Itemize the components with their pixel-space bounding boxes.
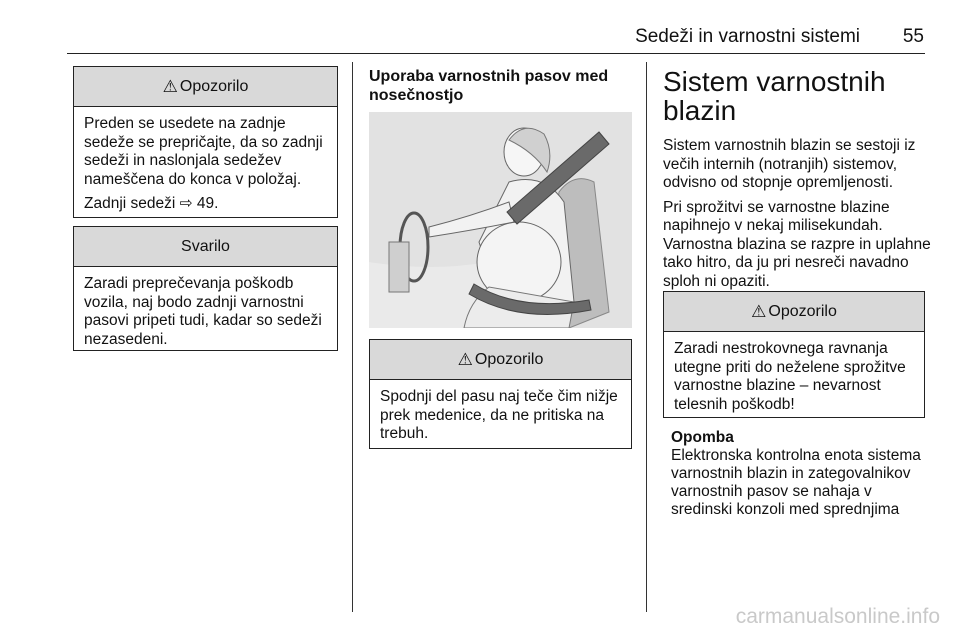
body-paragraph: Pri sprožitvi se varnostne blazine napihnejo v nekaj milisekundah. Varnostna blazina se razpre in uplahne tako hitro, da ju pri nesreči navadno sploh ni opaziti.	[663, 198, 931, 290]
pregnant-seatbelt-illustration	[369, 112, 632, 328]
note	[671, 429, 933, 519]
warning-reference: Zadnji sedeži ⇨ 49.	[84, 195, 219, 212]
caution-text: Zaradi preprečevanja poškodb vozila, naj bodo zadnji varnostni pasovi pripeti tudi, kadar so sedeži nezasedeni.	[84, 275, 322, 348]
body-paragraph: Sistem varnostnih blazin se sestoji iz večih internih (notranjih) sistemov, odvisno od stopnje opremljenosti.	[663, 137, 916, 191]
warning-triangle-icon: ⚠	[457, 349, 473, 369]
column-divider	[352, 62, 353, 612]
warning-box	[663, 291, 925, 418]
section-heading: Uporaba varnostnih pasov med nosečnostjo	[369, 68, 609, 104]
warning-text: Spodnji del pasu naj teče čim nižje prek medenice, da ne pritiska na trebuh.	[380, 388, 618, 442]
caution-box-body	[74, 267, 337, 358]
warning-triangle-icon: ⚠	[751, 301, 767, 321]
warning-box-body	[664, 332, 924, 423]
caution-box	[73, 226, 338, 351]
warning-box-header	[370, 340, 631, 380]
note-title: Opomba	[671, 429, 734, 446]
warning-box-body	[370, 380, 631, 453]
warning-box-header	[74, 67, 337, 107]
warning-text: Preden se usedete na zadnje sedeže se prepričajte, da so zadnji sedeži in naslonjala sedežev nameščena do konca v položaj.	[84, 115, 323, 188]
section-title: Sistem varnostnih blazin	[663, 66, 886, 126]
watermark: carmanualsonline.info	[735, 605, 940, 628]
column-divider	[646, 62, 647, 612]
running-header-title: Sedeži in varnostni sistemi	[635, 26, 860, 47]
warning-box-title: Opozorilo	[179, 77, 249, 95]
warning-box	[73, 66, 338, 218]
body-text	[663, 137, 935, 291]
warning-text: Zaradi nestrokovnega ravnanja utegne priti do neželene sprožitve varnostne blazine – nevarnost telesnih poškodb!	[674, 340, 906, 413]
warning-box-title: Opozorilo	[768, 302, 837, 320]
caution-box-title: Svarilo	[181, 237, 230, 255]
warning-box-body	[74, 107, 337, 223]
page-number: 55	[902, 26, 924, 47]
warning-triangle-icon: ⚠	[162, 76, 178, 96]
warning-box-header	[664, 292, 924, 332]
warning-box	[369, 339, 632, 449]
warning-box-title: Opozorilo	[474, 350, 544, 368]
note-text: Elektronska kontrolna enota sistema varnostnih blazin in zategovalnikov varnostnih pasov se nahaja v sredinski konzoli med sprednjima	[671, 447, 921, 518]
caution-box-header	[74, 227, 337, 267]
header-rule	[67, 53, 925, 54]
